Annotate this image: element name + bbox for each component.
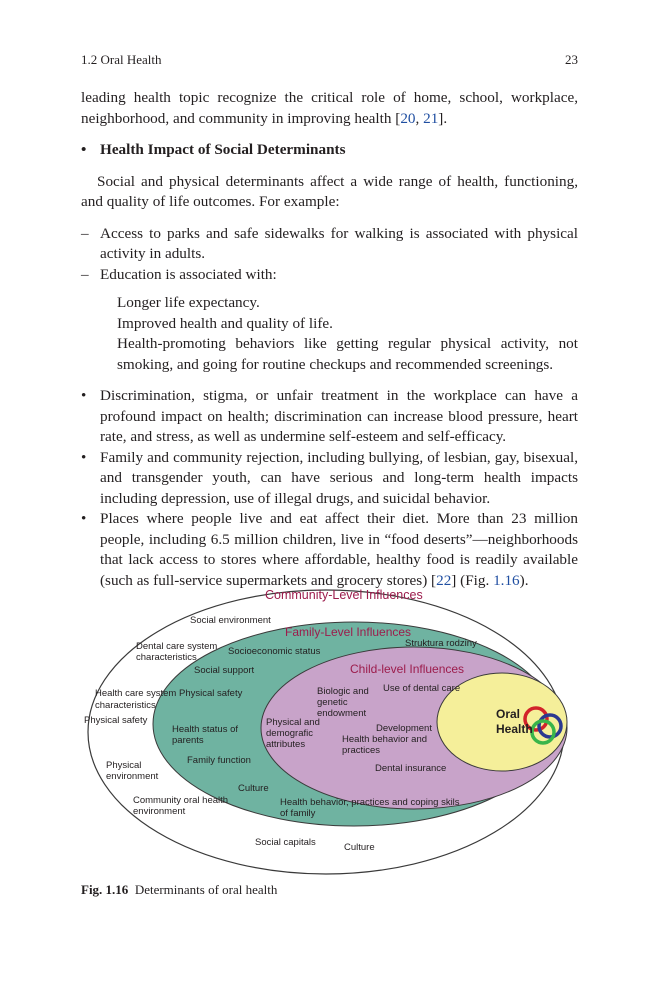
core-title-2: Health [496,722,533,736]
citation-link[interactable]: 20 [400,109,416,127]
label-use-of-dental-care: Use of dental care [383,683,461,694]
label-social-environment: Social environment [190,615,271,626]
figure-caption [81,882,277,898]
label-health-care-system: characteristics [95,700,156,711]
label-culture-family: Culture [238,783,269,794]
label-health-status-parents: parents [172,735,204,746]
label-health-behavior: Health behavior and [342,734,428,745]
label-dental-insurance: Dental insurance [375,763,447,774]
label-culture-community: Culture [344,842,375,853]
label-biologic: Biologic and [317,686,369,697]
family-level-title: Family-Level Influences [285,625,412,639]
label-development: Development [376,723,432,734]
community-level-title: Community-Level Influences [265,588,423,602]
sub-list [81,293,578,375]
list-item: Longer life expectancy. [117,294,260,311]
oral-health-diagram [84,578,581,878]
label-family-function: Family function [187,755,251,766]
figure-label: Fig. 1.16 [81,882,129,897]
list-item: • Discrimination, stigma, or unfair treatment in the workplace can have a profound impact on health; discrimination can increase blood pressure, heart rate, and stress, as well as undermine self-esteem and self-efficacy. [81,387,578,445]
label-physical-demographic: attributes [266,739,306,750]
citation-link[interactable]: 22 [436,571,452,589]
label-social-support: Social support [194,665,255,676]
page-number: 23 [565,52,578,67]
label-dental-care-system: Dental care system [136,641,218,652]
label-biologic: genetic [317,697,348,708]
diagram-svg [84,578,581,878]
label-socioeconomic-status: Socioeconomic status [228,646,321,657]
label-biologic: endowment [317,708,367,719]
child-level-title: Child-level Influences [350,662,465,676]
list-item: Improved health and quality of life. [117,314,333,332]
label-health-status-parents: Health status of [172,724,239,735]
list-item: • Places where people live and eat affect their diet. More than 23 million people, including 6.5 million children, live in “food deserts”—neighborhoods that lack access to stores where affordable, healthy food is readily available (such as full-service supermarkets and grocery stores) [22] (Fig. 1.16). [81,510,578,589]
paragraph: Social and physical determinants affect a wide range of health, functioning, and quality of life outcomes. For example: [81,172,578,210]
list-item: • Family and community rejection, including bullying, of lesbian, gay, bisexual, and transgender youth, can have serious and long-term health impacts including depression, use of illegal drugs, and suicidal behavior. [81,448,578,507]
label-community-oral-health: Community oral health [133,795,229,806]
body-text [81,88,578,591]
label-dental-care-system: characteristics [136,652,197,663]
paragraph: leading health topic recognize the critical role of home, school, workplace, neighborhood, and community in improving health [20, 21]. [81,89,578,127]
label-physical-demographic: demografic [266,728,313,739]
label-physical-safety-community: Physical safety [84,715,148,726]
label-health-behavior-family: of family [280,808,316,819]
citation-link[interactable]: 21 [423,109,439,127]
label-physical-demographic: Physical and [266,717,320,728]
label-struktura-rodziny: Struktura rodziny [405,638,477,649]
figure-link[interactable]: 1.16 [493,571,520,589]
core-title-1: Oral [496,707,521,721]
list-item: Health-promoting behaviors like getting regular physical activity, not smoking, and going for routine checkups and recommended screenings. [117,335,578,373]
label-physical-environment: environment [106,771,159,782]
list-item: – Education is associated with: [81,265,277,283]
label-health-behavior: practices [342,745,381,756]
label-physical-environment: Physical [106,760,142,771]
label-physical-safety-family: Physical safety [179,688,243,699]
section-title: 1.2 Oral Health [81,52,162,67]
label-community-oral-health: environment [133,806,186,817]
label-health-behavior-family: Health behavior, practices and coping skils [280,797,460,808]
label-social-capitals: Social capitals [255,837,316,848]
label-health-care-system: Health care system [95,688,177,699]
caption-text: Determinants of oral health [134,882,278,897]
list-item: – Access to parks and safe sidewalks for walking is associated with physical activity in adults. [81,224,578,262]
section-heading: • Health Impact of Social Determinants [81,141,346,158]
